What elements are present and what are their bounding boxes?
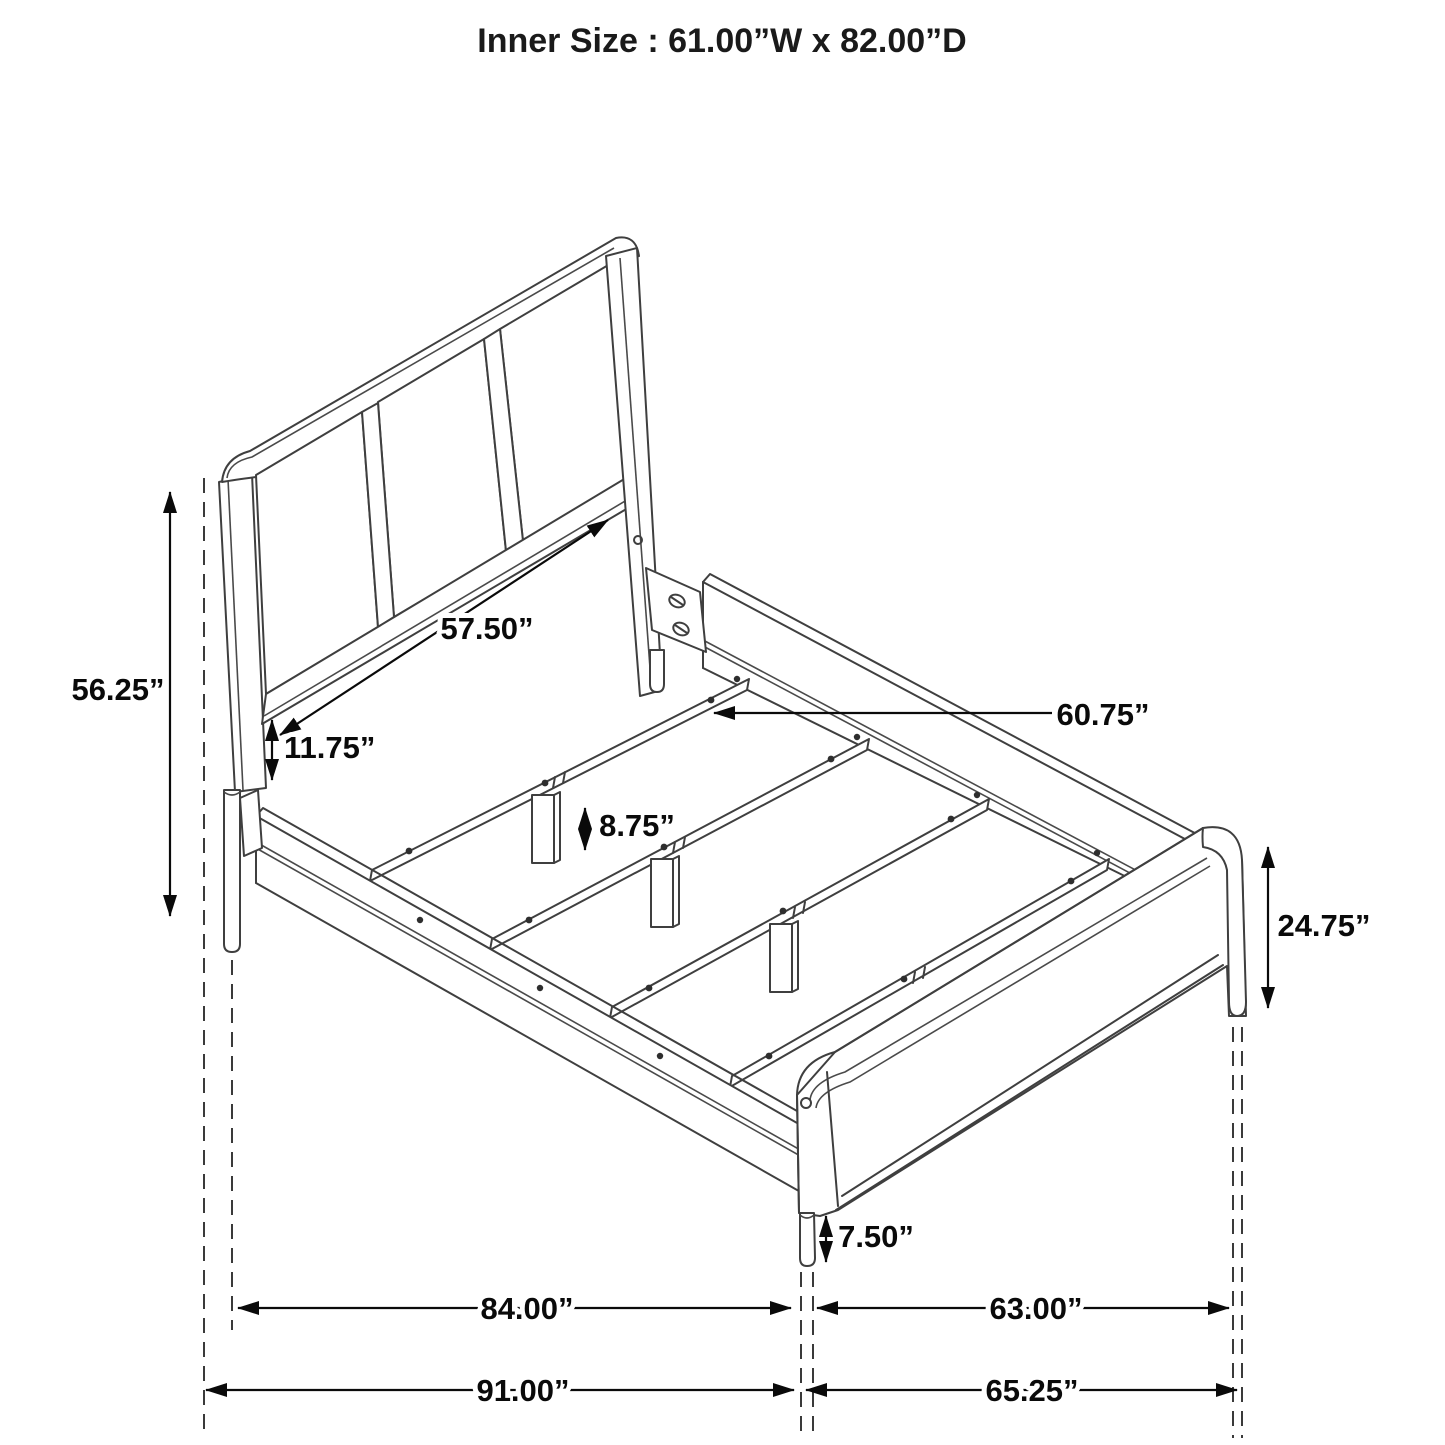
support-leg <box>532 792 560 863</box>
support-leg <box>770 921 798 992</box>
dimension-label: 60.75” <box>1056 697 1150 732</box>
dimension-label: 24.75” <box>1277 908 1371 943</box>
headboard-left-leg <box>224 790 240 952</box>
headboard-right-leg <box>650 650 664 692</box>
support-leg <box>651 856 679 927</box>
dimension-support-leg-height <box>585 808 675 850</box>
dimension-label: 65.25” <box>985 1373 1079 1408</box>
dimension-label: 63.00” <box>989 1291 1083 1326</box>
dimension-footboard-height <box>1268 847 1371 1008</box>
dimension-footboard-outer-span <box>817 1291 1229 1326</box>
diagram-title: Inner Size : 61.00”W x 82.00”D <box>477 22 967 60</box>
dimension-label: 11.75” <box>284 730 376 765</box>
dimension-label: 7.50” <box>838 1219 914 1254</box>
dimension-footboard-leg-height <box>826 1216 914 1262</box>
side-rail-near <box>256 808 827 1203</box>
dimension-inner-frame-length <box>238 1291 791 1326</box>
dimension-overall-depth <box>206 1373 794 1408</box>
dimension-label: 56.25” <box>71 672 165 707</box>
dimension-label: 91.00” <box>476 1373 570 1408</box>
dimension-overall-width <box>806 1373 1237 1408</box>
dimension-label: 84.00” <box>480 1291 574 1326</box>
footboard <box>797 827 1246 1266</box>
dimension-label: 8.75” <box>599 808 675 843</box>
headboard-left-bracket <box>240 790 262 856</box>
dimension-label: 57.50” <box>440 611 534 646</box>
footboard-left-leg <box>800 1213 815 1266</box>
dimension-headboard-height <box>71 492 170 916</box>
